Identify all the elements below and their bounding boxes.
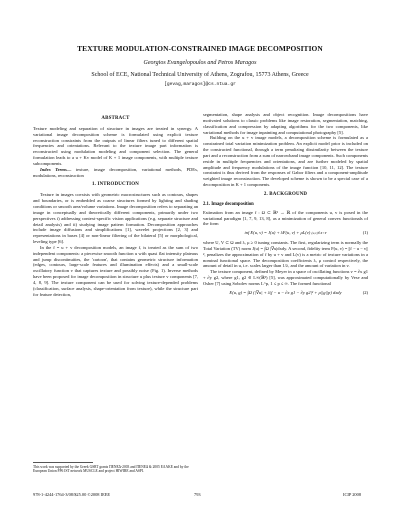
footnote: This work was supported by the Greek GSRT grants ΠΕΝΕΔ-2003 and ΠΕΝΕΔ & 2005 ΕΛΑΚΕ and by the European Union FP6 IST network MUSCLE and project HIWIRE and ASPI. <box>33 465 189 474</box>
intro-paragraph-2: In the f = u + v decomposition models, an image f, is treated as the sum of two independent components: a piecewise smooth function u with quasi flat intensity plateaus and jump discontinuities, the 'cartoon', that contains geometric structure information (edges, contours, large-scale features and illumination effects) and a small-scale oscillatory function v that captures texture and possibly noise (Fig. 1). Inverse methods have been proposed for image decomposition in structure u plus texture v components [7, 4, 8, 9]. The texture component can be used for solving texture-depended problems (classification, surface analysis, shape-orientation from texture), while the structure part for feature detection, <box>33 244 198 297</box>
right-paragraph-2: Estimation from an image f : Ω ⊂ ℝ² → ℝ of the components u, v is posed in the variational paradigm [1, 7, 9, 13, 8], as a minimization of general convex functionals of the form <box>203 209 368 227</box>
author-email: [gevag,maragos]@cs.ntua.gr <box>164 82 236 87</box>
paper-title: TEXTURE MODULATION-CONSTRAINED IMAGE DECOMPOSITION <box>77 44 323 53</box>
equation-1-body: inf E(u, v) = J(u) + λF(u, v) + μL(v) <box>244 230 311 236</box>
page-number: 793 <box>194 492 201 497</box>
image-decomposition-heading: 2.1. Image decomposition <box>203 201 254 207</box>
equation-1-number: (1) <box>362 230 368 236</box>
right-paragraph-4: The texture component, defined by Meyer in a space of oscillating functions v = ∂x g1 + ∂y g2, where g1, g2 ∈ L∞(ℝ²) [5], was approximated computationally by Vese and Osher [7] using Sobolev norms L^p, 1 ≤ p ≤ ∞. The formed functional <box>203 269 368 286</box>
equation-1 <box>203 230 368 237</box>
footer-isbn: 978-1-4244-1764-3/08/$25.00 ©2008 IEEE <box>33 492 111 497</box>
equation-2-number: (2) <box>362 289 368 295</box>
intro-paragraph-1: Texture in images coexists with geometric macrostructures such as contours, shapes and boundaries, or is embedded as coarse structures formed by lighting and shading conditions or smooth area/volume variations. Image decomposition refers to separating an image in conceptually and theoretically different components, primarily under two perspectives i) addressing context-specific vision applications (e.g. separate structure and detail analysis) and ii) studying image pattern formation. Decomposition approaches include image diffusions and simplifications [1], wavelet projections [2, 3] and representations in bases [4] or non-linear filtering of the bilateral [5] or morphological, leveling type [6]. <box>33 192 198 245</box>
index-terms-text: texture, image decomposition, variational methods, PDEs, modulations, reconstruction <box>33 166 198 178</box>
background-heading: 2. BACKGROUND <box>263 191 308 197</box>
index-terms <box>33 167 198 179</box>
affiliation: School of ECE, National Technical University of Athens, Zografou, 15773 Athens, Greece <box>91 72 309 78</box>
right-paragraph-3: where U, V ⊂ Ω and λ, μ ≥ 0 tuning constants. The first, regularizing term is normally the Total Variation (TV) norm J(u) = ∫Ω |∇u|dxdy. A second, fidelity term F(u, v) = ||f − u − v||², penalizes the approximation of f by u + v and L(v) is a metric of texture variations in a nominal functional space. The decomposition coefficients λ, μ control respectively, the amount of detail in u, i.e. scales larger than 1/λ, and the amount of variation in v. <box>203 240 368 269</box>
conference-name: ICIP 2008 <box>343 492 362 497</box>
footnote-rule <box>33 462 93 463</box>
index-terms-label: Index Terms— <box>40 166 72 172</box>
equation-2 <box>203 290 368 296</box>
right-paragraph-0: segmentation, shape analysis and object recognition. Image decompositions have motivated solutions to classic problems like image restoration, segmentation, matching, classification and compression by adapting algorithms for the two components, like variational methods for image inpainting and computational photography [5]. <box>203 112 368 135</box>
intro-heading: 1. INTRODUCTION <box>91 182 140 188</box>
right-paragraph-1: Building on the u + v image models, a decomposition scheme is formulated as a constrained total variation minimization problem. An explicit model prior is included on the constructed functional, through a term penalizing dissimilarity between the texture part and a reconstruction from a sum of narrowband image components. Such components reside in multiple frequencies and orientations, and are further modeled by spatial amplitude and frequency modulations of the image function [10, 11, 12]. The texture constraint is thus derived from the responses of Gabor filters and a component-amplitude weighted image reconstruction. The developed scheme is shown to be a special case of a decomposition in K + 1 components. <box>203 135 368 188</box>
equation-2-body: E(u, g) = ∫Ω (|∇u| + λ|f − u − ∂x g1 − ∂y g2|² + μ||g||p) dxdy <box>229 289 342 295</box>
equation-1-sub: (u,v)∈X×Y <box>311 231 327 236</box>
abstract-text: Texture modeling and separation of structure in images are treated in synergy. A variational image decomposition scheme is formulated using explicit texture reconstruction constraints from the outputs of linear filters tuned to different spatial frequencies and orientations. Relevant to the texture image part information is reconstructed using modulation modeling and component selection. The general formulation leads to a u + Kv model of K + 1 image components, with multiple texture subcomponents. <box>33 125 198 166</box>
author-names: Georgios Evangelopoulos and Petros Maragos <box>143 60 257 66</box>
left-column <box>33 112 198 297</box>
right-column <box>203 112 368 299</box>
abstract-heading: ABSTRACT <box>101 116 130 121</box>
